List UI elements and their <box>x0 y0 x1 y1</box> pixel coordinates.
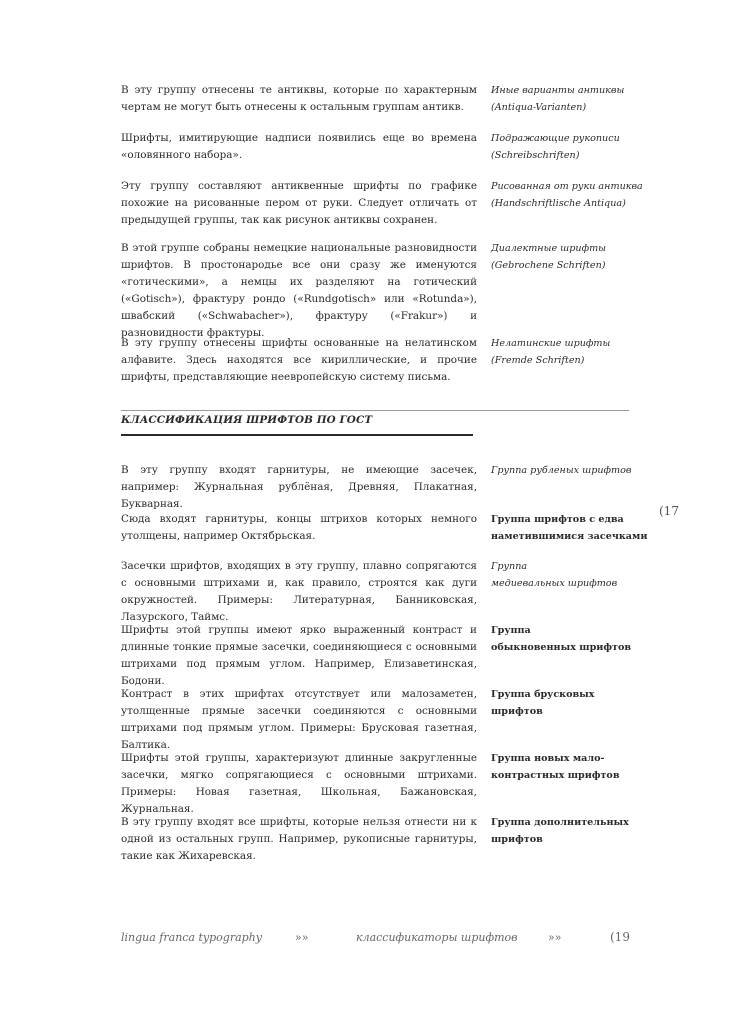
entry-description: В эту группу входят все шрифты, которые нельзя отнести ни к одной из остальных групп. Например, рукописные гарнитуры, такие как Жихаревская. <box>121 816 477 862</box>
entry-label-name: Подражающие рукописи <box>491 133 620 144</box>
entry-description: В этой группе собраны немецкие национальные разновидности шрифтов. В простонародье все они сразу же именуются «готическими», а немцы их разделяют на готический («Gotisch»), фрактуру рондо («Rundgotisch» или «Rotunda»), швабский («Schwabacher»), фрактуру («Frakur») и разновидности фрактуры. <box>121 242 477 339</box>
entry-label-name: Группа новых мало- <box>491 753 605 764</box>
entry-label <box>491 511 651 545</box>
entry-label <box>491 750 651 784</box>
entry-label-original: (Handschriftlische Antiqua) <box>491 198 626 209</box>
entry-label <box>491 622 651 656</box>
entry-description: Сюда входят гарнитуры, концы штрихов которых немного утолщены, например Октябрьская. <box>121 513 477 542</box>
section-heading: КЛАССИФИКАЦИЯ ШРИФТОВ ПО ГОСТ <box>121 414 373 426</box>
entry-description: Контраст в этих шрифтах отсутствует или малозаметен, утолщенные прямые засечки соединяются с основными штрихами под прямым углом. Примеры: Брусковая газетная, Балтика. <box>121 688 477 751</box>
entry-label-name: Группа брусковых <box>491 689 595 700</box>
entry-label-name: Нелатинские шрифты <box>491 338 611 349</box>
entry-label-name: Диалектные шрифты <box>491 243 606 254</box>
entry-label-name-cont: наметившимися засечками <box>491 531 648 542</box>
entry-description: Засечки шрифтов, входящих в эту группу, плавно сопрягаются с основными штрихами и, как правило, строятся как дуги окружностей. Примеры: Литературная, Банниковская, Лазурского, Таймс. <box>121 560 477 623</box>
entry-description: В эту группу отнесены те антиквы, которые по характерным чертам не могут быть отнесены к остальным группам антикв. <box>121 84 477 113</box>
entry-label-name: Группа <box>491 625 531 636</box>
entry-description: Шрифты этой группы имеют ярко выраженный контраст и длинные тонкие прямые засечки, соединяющиеся с основными штрихами под прямым углом. Например, Елизаветинская, Бодони. <box>121 624 477 687</box>
entry-label <box>491 82 651 116</box>
entry-description: Шрифты этой группы, характеризуют длинные закругленные засечки, мягко сопрягающиеся с основными штрихами. Примеры: Новая газетная, Школьная, Бажановская, Журнальная. <box>121 752 477 815</box>
entry-label <box>491 130 651 164</box>
entry-label-name-cont: шрифтов <box>491 834 543 845</box>
entry-label-original: (Gebrochene Schriften) <box>491 260 606 271</box>
entry-label-name: Рисованная от руки антиква <box>491 181 643 192</box>
entry-label <box>491 335 651 369</box>
entry-label <box>491 178 651 212</box>
section-divider <box>121 410 629 411</box>
entry-label-original: (Schreibschriften) <box>491 150 580 161</box>
entry-label-name: Группа дополнительных <box>491 817 629 828</box>
footer-book-title: lingua franca typography <box>121 931 262 944</box>
entry-label <box>491 814 651 848</box>
entry-label-original: (Fremde Schriften) <box>491 355 585 366</box>
entry-label-name-cont: шрифтов <box>491 706 543 717</box>
entry-label-name: Группа рубленых шрифтов <box>491 465 632 476</box>
heading-underline <box>121 434 473 436</box>
entry-label <box>491 462 651 479</box>
entry-label-name: Группа шрифтов с едва <box>491 514 624 525</box>
entry-label-original: (Antiqua-Varianten) <box>491 102 587 113</box>
entry-label-name-cont: медиевальных шрифтов <box>491 578 618 589</box>
entry-label-name: Группа <box>491 561 528 572</box>
footer-separator: »» <box>295 931 309 944</box>
side-page-number: (17 <box>659 504 679 518</box>
entry-label <box>491 686 651 720</box>
entry-label <box>491 558 651 592</box>
footer-separator: »» <box>548 931 562 944</box>
entry-label-name-cont: контрастных шрифтов <box>491 770 620 781</box>
entry-description: В эту группу отнесены шрифты основанные на нелатинском алфавите. Здесь находятся все кириллические, и прочие шрифты, представляющие неевропейскую систему письма. <box>121 337 477 383</box>
entry-description: Эту группу составляют антиквенные шрифты по графике похожие на рисованные пером от руки. Следует отличать от предыдущей группы, так как рисунок антиквы сохранен. <box>121 180 477 226</box>
entry-label-name-cont: обыкновенных шрифтов <box>491 642 632 653</box>
entry-description: В эту группу входят гарнитуры, не имеющие засечек, например: Журнальная рублёная, Древняя, Плакатная, Букварная. <box>121 464 477 510</box>
footer-page-number: (19 <box>610 930 630 944</box>
entry-description: Шрифты, имитирующие надписи появились еще во времена «оловянного набора». <box>121 132 477 161</box>
entry-label <box>491 240 651 274</box>
footer-chapter-title: классификаторы шрифтов <box>356 931 518 944</box>
entry-label-name: Иные варианты антиквы <box>491 85 625 96</box>
